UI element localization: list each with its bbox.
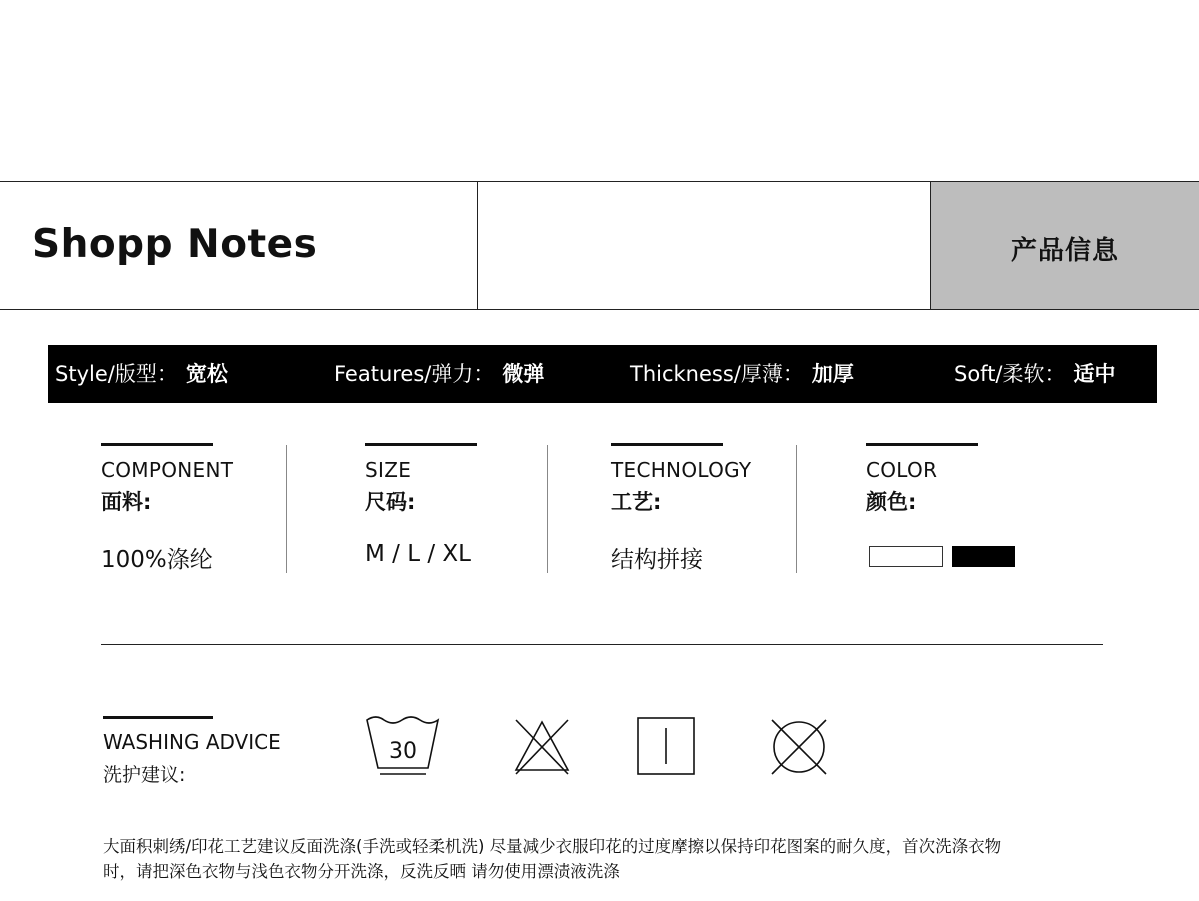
no-bleach-icon xyxy=(512,716,572,776)
spec-accent-bar xyxy=(101,443,213,446)
no-tumble-dry-icon xyxy=(768,716,830,778)
size-heading: SIZE xyxy=(365,458,412,482)
attribute-features xyxy=(334,358,544,388)
header-divider xyxy=(477,181,478,310)
washing-accent-bar xyxy=(103,716,213,719)
spec-accent-bar xyxy=(365,443,477,446)
attribute-label: Thickness/厚薄： xyxy=(630,362,804,386)
care-note xyxy=(103,834,1113,884)
spec-divider xyxy=(796,445,797,573)
attribute-value: 微弹 xyxy=(502,362,545,386)
attribute-value: 宽松 xyxy=(185,362,228,386)
color-heading: COLOR xyxy=(866,458,938,482)
section-separator xyxy=(101,644,1103,645)
attribute-thickness xyxy=(630,358,854,388)
attribute-label: Soft/柔软： xyxy=(954,362,1066,386)
header-top-rule xyxy=(0,181,1199,182)
attribute-label: Features/弹力： xyxy=(334,362,495,386)
color-swatch-white xyxy=(869,546,943,567)
color-swatch-black xyxy=(952,546,1015,567)
technology-value: 结构拼接 xyxy=(611,547,703,573)
washing-heading-zh: 洗护建议: xyxy=(103,764,186,786)
color-heading-zh: 颜色: xyxy=(866,490,917,514)
attribute-soft xyxy=(954,358,1116,388)
spec-divider xyxy=(286,445,287,573)
attribute-value: 适中 xyxy=(1073,362,1116,386)
size-value: M / L / XL xyxy=(365,541,471,567)
spec-accent-bar xyxy=(611,443,723,446)
component-heading: COMPONENT xyxy=(101,458,234,482)
brand-title: Shopp Notes xyxy=(32,222,318,267)
washing-heading: WASHING ADVICE xyxy=(103,730,281,754)
wash-30-icon xyxy=(364,714,442,778)
attribute-bar xyxy=(48,345,1157,403)
care-note-line: 时，请把深色衣物与浅色衣物分开洗涤，反洗反晒 请勿使用漂渍液洗涤 xyxy=(103,862,620,881)
header-bottom-rule xyxy=(0,309,1199,310)
technology-heading: TECHNOLOGY xyxy=(611,458,752,482)
size-heading-zh: 尺码: xyxy=(365,490,416,514)
attribute-style xyxy=(55,358,228,388)
spec-divider xyxy=(547,445,548,573)
attribute-value: 加厚 xyxy=(811,362,854,386)
attribute-label: Style/版型： xyxy=(55,362,178,386)
spec-accent-bar xyxy=(866,443,978,446)
technology-heading-zh: 工艺: xyxy=(611,490,662,514)
care-note-line: 大面积刺绣/印花工艺建议反面洗涤(手洗或轻柔机洗) 尽量减少衣服印花的过度摩擦以保持印花图案的耐久度，首次洗涤衣物 xyxy=(103,837,1002,856)
hang-dry-icon xyxy=(636,716,696,776)
component-value: 100%涤纶 xyxy=(101,547,213,573)
component-heading-zh: 面料: xyxy=(101,490,152,514)
wash-temperature-label: 30 xyxy=(389,739,417,764)
product-info-title: 产品信息 xyxy=(1010,236,1119,266)
